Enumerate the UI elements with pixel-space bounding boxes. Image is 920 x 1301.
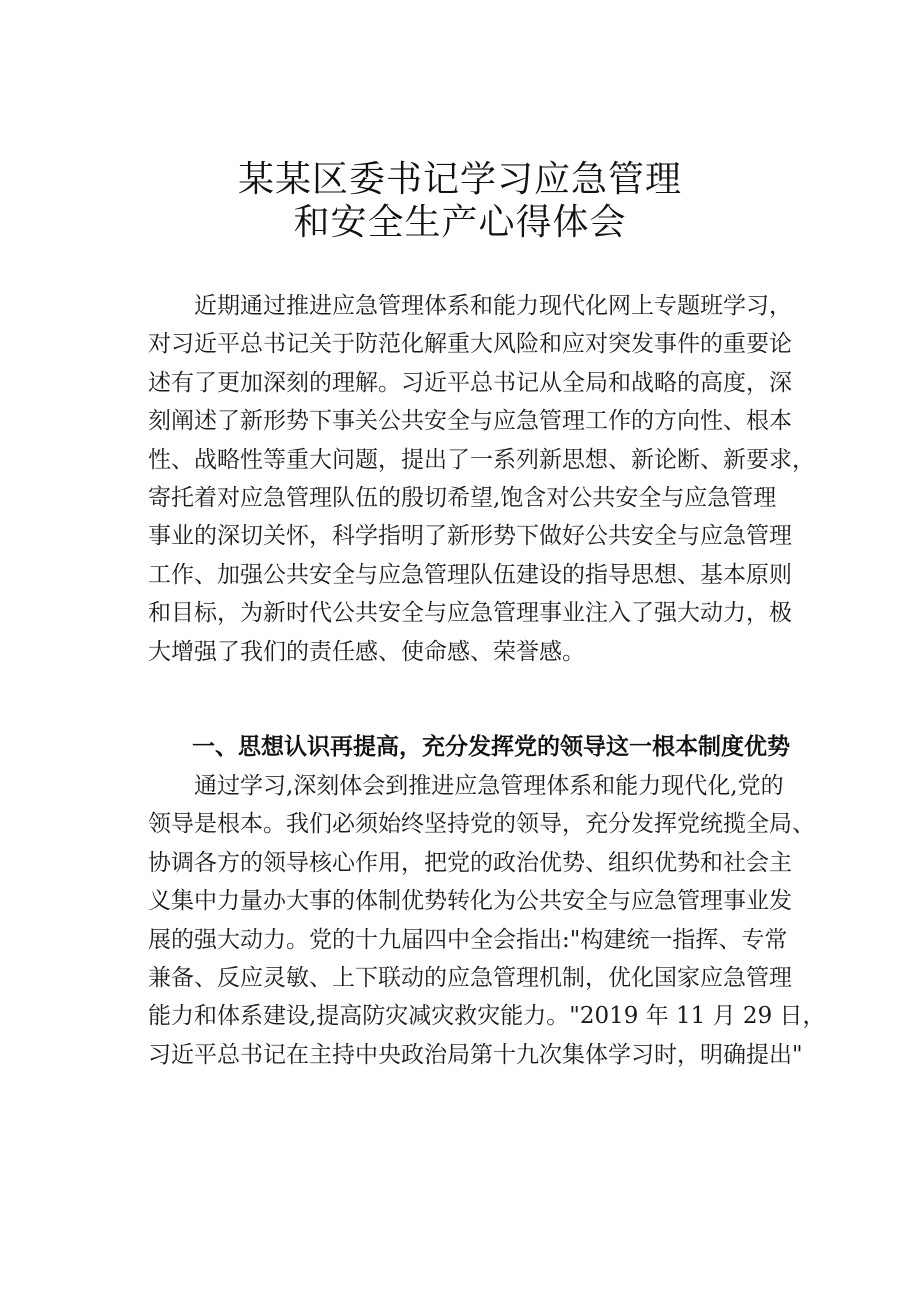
paragraph-line: 展的强大动力。党的十九届四中全会指出:"构建统一指挥、专常 — [148, 926, 788, 953]
paragraph-line: 寄托着对应急管理队伍的殷切希望,饱含对公共安全与应急管理 — [148, 484, 777, 511]
document-title-line-2: 和安全生产心得体会 — [293, 202, 627, 243]
paragraph-line: 领导是根本。我们必须始终坚持党的领导，充分发挥党统揽全局、 — [148, 811, 815, 838]
paragraph-line: 事业的深切关怀，科学指明了新形势下做好公共安全与应急管理 — [148, 523, 792, 550]
paragraph-line: 对习近平总书记关于防范化解重大风险和应对突发事件的重要论 — [148, 331, 792, 358]
section-paragraph — [148, 767, 826, 1074]
paragraph-line: 性、战略性等重大问题，提出了一系列新思想、新论断、新要求， — [148, 446, 815, 473]
paragraph-line: 和目标，为新时代公共安全与应急管理事业注入了强大动力，极 — [148, 600, 792, 627]
section-heading: 一、思想认识再提高，充分发挥党的领导这一根本制度优势 — [192, 734, 790, 760]
paragraph-line: 大增强了我们的责任感、使命感、荣誉感。 — [148, 638, 585, 665]
paragraph-line: 能力和体系建设,提高防灾减灾救灾能力。"2019 年 11 月 29 日， — [148, 1003, 826, 1030]
document-title-line-1: 某某区委书记学习应急管理 — [237, 159, 682, 200]
paragraph-line: 义集中力量办大事的体制优势转化为公共安全与应急管理事业发 — [148, 888, 792, 915]
paragraph-line: 习近平总书记在主持中央政治局第十九次集体学习时，明确提出" — [148, 1041, 803, 1068]
paragraph-line: 近期通过推进应急管理体系和能力现代化网上专题班学习， — [194, 293, 792, 319]
paragraph-line: 通过学习,深刻体会到推进应急管理体系和能力现代化,党的 — [194, 773, 784, 799]
paragraph-line: 述有了更加深刻的理解。习近平总书记从全局和战略的高度，深 — [148, 369, 792, 396]
intro-paragraph — [148, 287, 815, 671]
paragraph-line: 工作、加强公共安全与应急管理队伍建设的指导思想、基本原则 — [148, 561, 792, 588]
paragraph-line: 协调各方的领导核心作用，把党的政治优势、组织优势和社会主 — [148, 849, 792, 876]
paragraph-line: 刻阐述了新形势下事关公共安全与应急管理工作的方向性、根本 — [148, 408, 792, 435]
paragraph-line: 兼备、反应灵敏、上下联动的应急管理机制，优化国家应急管理 — [148, 964, 792, 991]
